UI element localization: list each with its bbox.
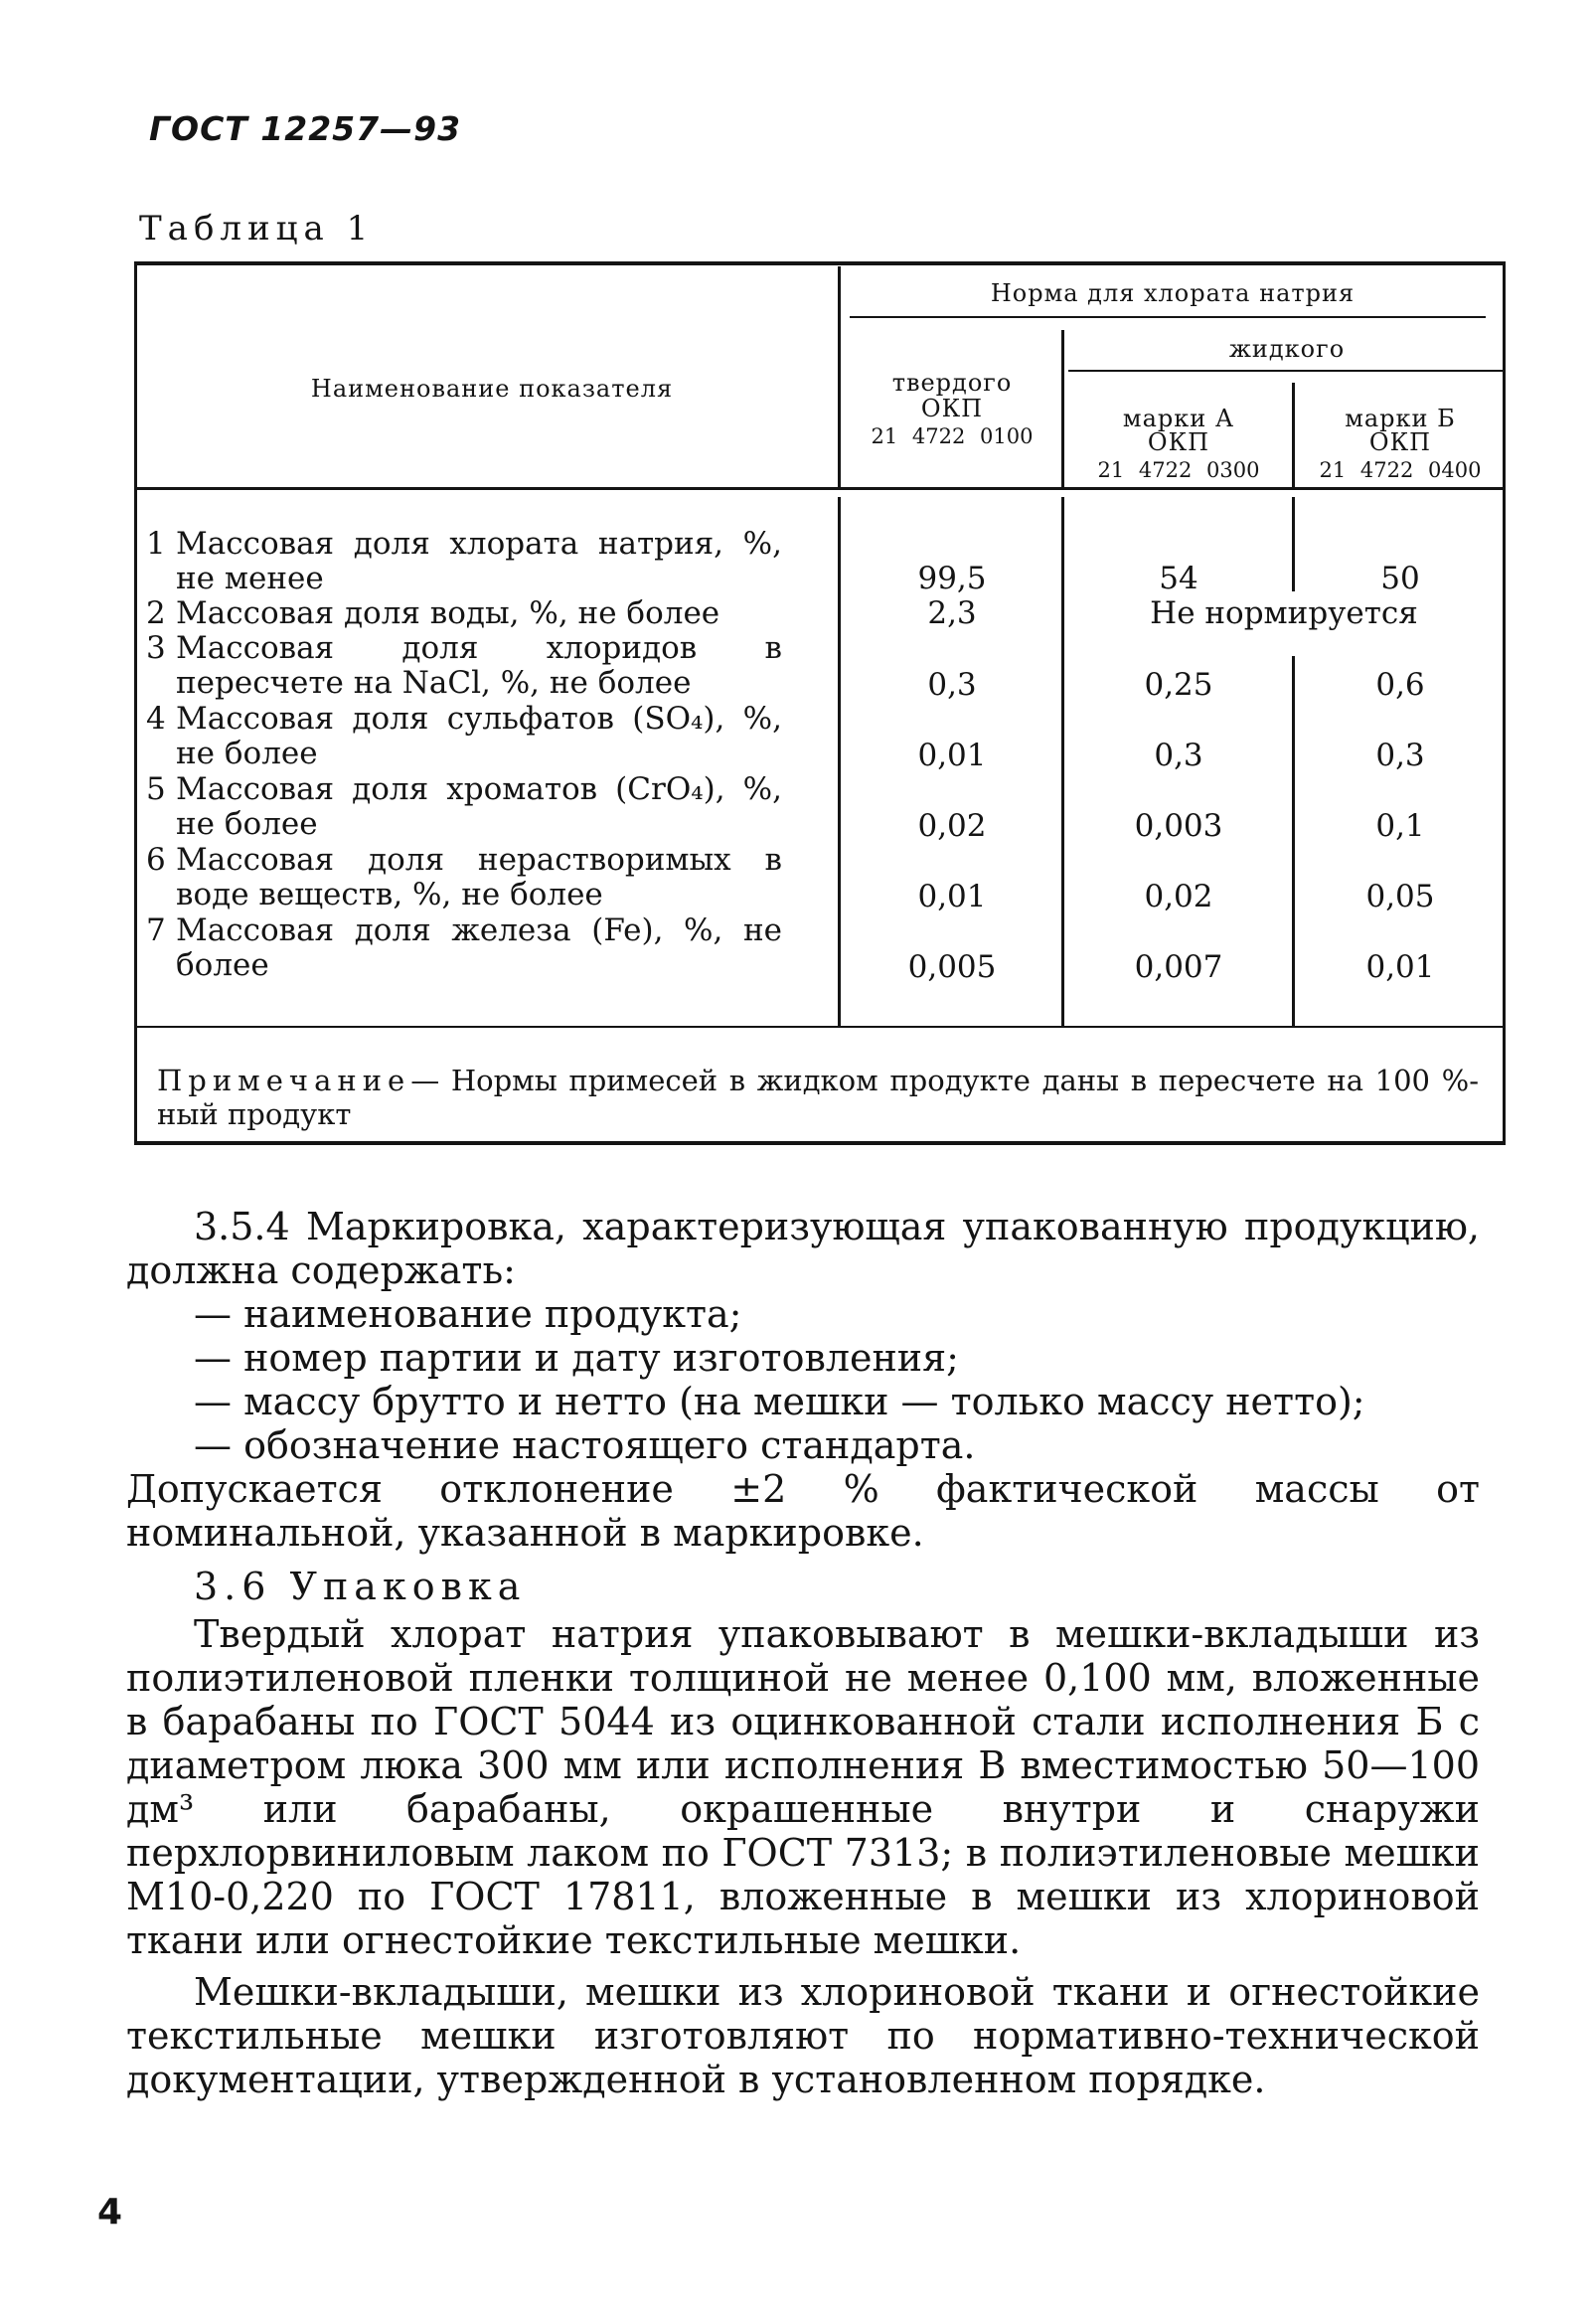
grade-a-header: марки А (1122, 405, 1235, 432)
section-3-5-4 (126, 1205, 1480, 2101)
liquid-merged-value: Не нормируется (1150, 595, 1418, 631)
grade-a-value: 0,02 (1144, 879, 1213, 914)
col-rule-1-body (838, 497, 841, 1026)
table-row (146, 913, 782, 983)
row-parameter: Массовая доля хроматов (CrO₄), %, не более (176, 771, 782, 842)
row-parameter: Массовая доля нерастворимых в воде веществ, %, не более (176, 842, 782, 912)
row-number: 1 (146, 526, 166, 562)
marking-list-item: — обозначение настоящего стандарта. (194, 1423, 976, 1467)
col-rule-3-body-b (1292, 656, 1295, 1026)
table-top-rule (134, 261, 1506, 265)
solid-value: 0,01 (917, 879, 987, 914)
packaging-paragraph-2: Мешки-вкладыши, мешки из хлориновой ткани и огнестойкие текстильные мешки изготовляют по нормативно-технической документации, утвержденной в установленном порядке. (126, 1970, 1480, 2101)
solid-okp-label: ОКП (920, 395, 984, 422)
param-column-header: Наименование показателя (310, 375, 674, 403)
col-rule-3-body-a (1292, 497, 1295, 591)
table-caption: Таблица 1 (139, 209, 375, 248)
grade-b-value: 0,01 (1365, 949, 1435, 985)
table-row (146, 631, 782, 701)
liquid-divider-rule (1068, 370, 1506, 372)
marking-list-item: — наименование продукта; (194, 1292, 742, 1336)
row-number: 6 (146, 842, 166, 878)
row-number: 2 (146, 595, 166, 631)
note-text: — Нормы примесей в жидком продукте даны в пересчете на 100 %-ный продукт (157, 1064, 1479, 1131)
table-row (146, 527, 782, 596)
grade-b-value: 0,1 (1375, 808, 1425, 844)
row-number: 3 (146, 630, 166, 666)
col-rule-2 (1061, 330, 1064, 487)
liquid-header: жидкого (1228, 335, 1346, 363)
row-parameter: Массовая доля хлоридов в пересчете на NaCl, %, не более (176, 630, 782, 701)
page-number: 4 (97, 2192, 123, 2233)
grade-b-value: 0,05 (1365, 879, 1435, 914)
norm-divider-rule (850, 316, 1486, 318)
solid-value: 0,3 (927, 667, 977, 703)
row-parameter: Массовая доля сульфатов (SO₄), %, не более (176, 701, 782, 771)
grade-b-okp-label: ОКП (1368, 428, 1432, 456)
grade-a-okp-label: ОКП (1147, 428, 1210, 456)
solid-value: 2,3 (927, 595, 977, 631)
table-row (146, 772, 782, 842)
solid-okp-code: 21 4722 0100 (871, 424, 1034, 448)
grade-a-value: 0,3 (1154, 738, 1203, 773)
row-number: 4 (146, 701, 166, 737)
marking-list-item: — массу брутто и нетто (на мешки — только массу нетто); (194, 1380, 1365, 1423)
grade-a-okp-code: 21 4722 0300 (1097, 458, 1260, 482)
row-number: 5 (146, 771, 166, 807)
table-row (146, 596, 782, 631)
grade-b-okp-code: 21 4722 0400 (1319, 458, 1482, 482)
row-number: 7 (146, 912, 166, 948)
grade-b-header: марки Б (1345, 405, 1456, 432)
row-parameter: Массовая доля воды, %, не более (176, 595, 720, 631)
grade-b-value: 50 (1380, 561, 1420, 596)
table-right-rule (1503, 261, 1506, 1144)
table-note (157, 1064, 1479, 1131)
tolerance-paragraph: Допускается отклонение ±2 % фактической массы от номинальной, указанной в маркировке. (126, 1467, 1480, 1555)
table-row (146, 843, 782, 912)
col-rule-3 (1292, 383, 1295, 487)
grade-a-value: 54 (1159, 561, 1198, 596)
solid-value: 0,005 (907, 949, 997, 985)
solid-value: 0,02 (917, 808, 987, 844)
marking-list-item: — номер партии и дату изготовления; (194, 1336, 959, 1380)
section-3-6-title: 3.6 Упаковка (194, 1565, 527, 1608)
body-bottom-rule (134, 1026, 1506, 1028)
header-bottom-rule (134, 487, 1506, 490)
table-row (146, 702, 782, 771)
marking-intro: 3.5.4 Маркировка, характеризующая упакованную продукцию, должна содержать: (126, 1205, 1480, 1292)
grade-b-value: 0,6 (1375, 667, 1425, 703)
note-label: Примечание (157, 1064, 411, 1097)
row-parameter: Массовая доля железа (Fe), %, не более (176, 912, 782, 983)
solid-value: 0,01 (917, 738, 987, 773)
grade-a-value: 0,003 (1134, 808, 1223, 844)
grade-a-value: 0,007 (1134, 949, 1223, 985)
solid-value: 99,5 (917, 561, 987, 596)
row-parameter: Массовая доля хлората натрия, %, не менее (176, 526, 782, 596)
col-rule-2-body (1061, 497, 1064, 1026)
document-header: ГОСТ 12257—93 (149, 109, 462, 148)
grade-a-value: 0,25 (1144, 667, 1213, 703)
table-left-rule (134, 261, 137, 1144)
col-rule-1 (838, 266, 841, 487)
packaging-paragraph: Твердый хлорат натрия упаковывают в мешки-вкладыши из полиэтиленовой пленки толщиной не менее 0,100 мм, вложенные в барабаны по ГОСТ 5044 из оцинкованной стали исполнения Б с диаметром люка 300 мм или исполнения В вместимостью 50—100 дм³ или барабаны, окрашенные внутри и снаружи перхлорвиниловым лаком по ГОСТ 7313; в полиэтиленовые мешки М10-0,220 по ГОСТ 17811, вложенные в мешки из хлориновой ткани или огнестойкие текстильные мешки. (126, 1612, 1480, 1962)
solid-header: твердого (891, 369, 1013, 397)
norm-group-header: Норма для хлората натрия (990, 279, 1356, 307)
table-bottom-rule (134, 1141, 1506, 1145)
grade-b-value: 0,3 (1375, 738, 1425, 773)
